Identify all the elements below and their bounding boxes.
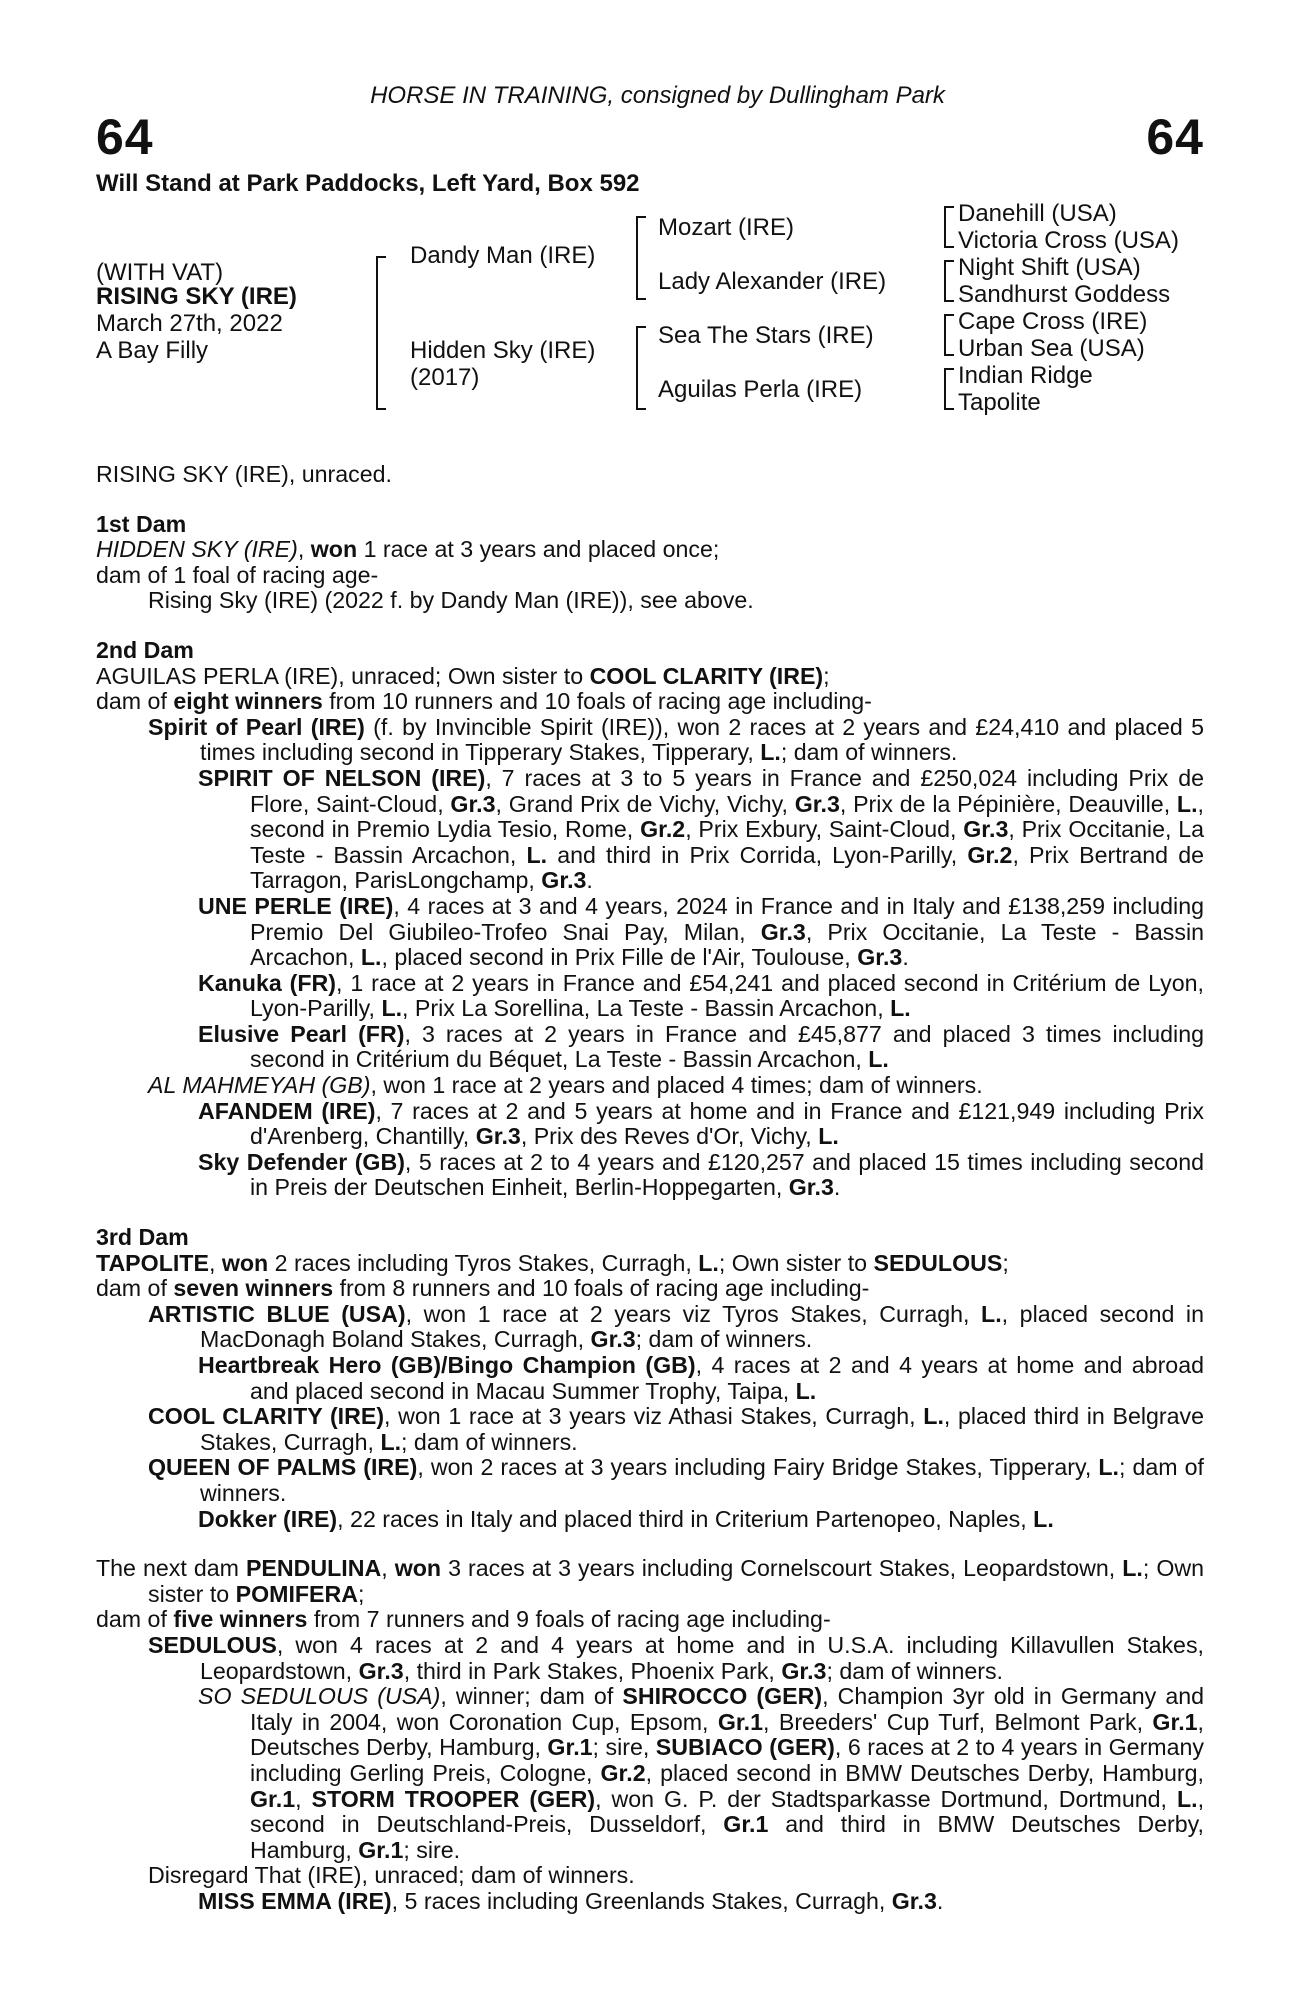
grade-1: Gr.1 xyxy=(717,1708,764,1735)
entry-text: , 1 race at 2 years in France and £54,241 and placed second in Critérium de Lyon, Lyon-Parilly, xyxy=(250,969,1204,1022)
won-label: won xyxy=(221,1249,269,1276)
grade-2: Gr.2 xyxy=(640,816,686,843)
entry-text: ; dam of winners. xyxy=(401,1428,578,1455)
entry-text: , Breeders' Cup Turf, Belmont Park, xyxy=(763,1708,1153,1735)
grade-listed: L. xyxy=(360,944,382,971)
grade-3: Gr.3 xyxy=(760,918,806,945)
horse-name-link: UNE PERLE (IRE) xyxy=(198,892,394,919)
ped-dss: Cape Cross (IRE) xyxy=(958,308,1148,335)
entry-text: , 5 races including Greenlands Stakes, Curragh, xyxy=(391,1887,892,1914)
entry-text: , won G. P. der Stadtsparkasse Dortmund, Dortmund, xyxy=(595,1785,1177,1812)
entry-text: 3 races at 3 years including Cornelscourt Stakes, Leopardstown, xyxy=(441,1555,1123,1582)
produce-entry xyxy=(96,1099,1204,1150)
sister-name: POMIFERA xyxy=(235,1580,359,1607)
consignment-line: HORSE IN TRAINING, consigned by Dullingham Park xyxy=(370,82,945,109)
grade-1: Gr.1 xyxy=(547,1734,593,1761)
horse-name-link: Dokker (IRE) xyxy=(198,1505,338,1532)
dam: Hidden Sky (IRE) xyxy=(410,337,596,364)
grade-listed: L. xyxy=(526,841,548,868)
horse-name-link: AFANDEM (IRE) xyxy=(198,1097,376,1124)
catalogue-body xyxy=(96,462,1204,1914)
grade-3: Gr.3 xyxy=(781,1657,827,1684)
horse-name: RISING SKY (IRE) xyxy=(96,283,297,310)
brace-g3-1 xyxy=(944,206,954,248)
grade-3: Gr.3 xyxy=(963,816,1009,843)
dam-dam: Aguilas Perla (IRE) xyxy=(658,376,863,403)
produce-entry: SPIRIT OF NELSON (IRE), 7 races at 3 to 5 years in France and £250,024 including Prix de Flore, Saint-Cloud, Gr.3, Grand Prix de Vichy, Vichy, Gr.3, Prix de la Pépinière, Deauville, L., second in Premio Lydia Tesio, Rome, Gr.2, Prix Exbury, Saint-Cloud, Gr.3, Prix Occitanie, La Teste - Bassin Arcachon, L. and third in Prix Corrida, Lyon-Parilly, Gr.2, Prix Bertrand de Tarragon, ParisLongchamp, Gr.3. xyxy=(198,764,1205,894)
grade-listed: L. xyxy=(760,739,781,766)
produce-text: dam of xyxy=(96,1606,174,1633)
grade-listed: L. xyxy=(1176,1785,1198,1812)
lot-number-left: 64 xyxy=(96,109,154,165)
third-dam-heading: 3rd Dam xyxy=(96,1224,189,1251)
first-dam-record: HIDDEN SKY (IRE), won 1 race at 3 years and placed once; xyxy=(96,536,720,563)
produce-text: from 8 runners and 10 foals of racing age including- xyxy=(333,1275,870,1302)
horse-name-link: SHIROCCO (GER) xyxy=(622,1683,823,1710)
grade-1: Gr.1 xyxy=(358,1836,404,1863)
entry-text: , won 1 race at 2 years viz Tyros Stakes, Curragh, xyxy=(405,1300,982,1327)
brace-g3-2 xyxy=(944,260,954,302)
entry-text: , won 1 race at 2 years and placed 4 times; dam of winners. xyxy=(370,1072,983,1099)
entry-text: , Prix Occitanie, La Teste - Bassin Arcachon, xyxy=(250,816,1205,868)
entry-text: , Prix Exbury, Saint-Cloud, xyxy=(685,816,964,843)
entry-text: ; Own sister to xyxy=(718,1249,874,1276)
grade-listed: L. xyxy=(795,1377,817,1404)
entry-text: , placed second in BMW Deutsches Derby, Hamburg, xyxy=(645,1759,1204,1786)
grade-listed: L. xyxy=(1176,790,1198,817)
produce-entry xyxy=(96,715,1204,766)
produce-entry: UNE PERLE (IRE), 4 races at 3 and 4 years, 2024 in France and in Italy and £138,259 including Premio Del Giubileo-Trofeo Snai Pay, Milan, Gr.3, Prix Occitanie, La Teste - Bassin Arcachon, L., placed second in Prix Fille de l'Air, Toulouse, Gr.3. xyxy=(198,892,1204,971)
next-dam-produce xyxy=(96,1607,1204,1633)
entry-text: , second in Deutschland-Preis, Dusseldorf, xyxy=(250,1785,1205,1838)
horse-description: A Bay Filly xyxy=(96,337,209,364)
horse-name-link: MISS EMMA (IRE) xyxy=(198,1887,392,1914)
entry-text: 2 races including Tyros Stakes, Curragh, xyxy=(268,1249,699,1276)
produce-entry xyxy=(96,1684,1204,1863)
foaling-date: March 27th, 2022 xyxy=(96,310,283,337)
horse-name-link: SEDULOUS xyxy=(148,1631,277,1658)
produce-entry xyxy=(96,1404,1204,1455)
produce-text: from 10 runners and 10 foals of racing age including- xyxy=(322,688,872,715)
grade-3: Gr.3 xyxy=(475,1123,521,1150)
entry-text: ; dam of winners. xyxy=(826,1657,1003,1684)
horse-name-link: SPIRIT OF NELSON (IRE) xyxy=(198,764,486,791)
entry-text: , 22 races in Italy and placed third in Criterium Partenopeo, Naples, xyxy=(337,1505,1034,1532)
entry-text: ; sire, xyxy=(592,1734,656,1761)
grade-listed: L. xyxy=(1122,1555,1143,1582)
sister-name: SEDULOUS xyxy=(873,1249,1003,1276)
grade-listed: L. xyxy=(1098,1454,1119,1481)
entry-text: , 5 races at 2 to 4 years and £120,257 and placed 15 times including second in Preis der Deutschen Einheit, Berlin-Hoppegarten, xyxy=(250,1148,1204,1201)
entry-text: ; sire. xyxy=(403,1836,461,1863)
grade-3: Gr.3 xyxy=(358,1657,404,1684)
brace-g3-3 xyxy=(944,314,954,356)
punct: ; xyxy=(1002,1249,1009,1276)
horse-name-link: STORM TROOPER (GER) xyxy=(311,1785,596,1812)
entry-text: , 7 races at 3 to 5 years in France and £250,024 including Prix de Flore, Saint-Cloud, xyxy=(250,764,1204,817)
entry-text: , won 4 races at 2 and 4 years at home and in U.S.A. including Killavullen Stakes, Leopardstown, xyxy=(200,1631,1204,1684)
entry-text: , won 2 races at 3 years including Fairy Bridge Stakes, Tipperary, xyxy=(417,1454,1099,1481)
horse-name-link: COOL CLARITY (IRE) xyxy=(148,1403,385,1430)
first-dam-heading: 1st Dam xyxy=(96,510,187,537)
horse-name-link: Heartbreak Hero (GB)/Bingo Champion (GB) xyxy=(198,1352,696,1378)
grade-3: Gr.3 xyxy=(891,1887,937,1914)
produce-text: from 7 runners and 9 foals of racing age including- xyxy=(307,1606,831,1633)
grade-listed: L. xyxy=(380,1428,402,1455)
sire-dam: Lady Alexander (IRE) xyxy=(658,268,887,295)
grade-1: Gr.1 xyxy=(250,1785,296,1812)
entry-text: , third in Park Stakes, Phoenix Park, xyxy=(403,1657,782,1684)
first-dam-name: HIDDEN SKY (IRE) xyxy=(96,536,298,563)
horse-name-link: Elusive Pearl (FR) xyxy=(198,1020,405,1047)
produce-entry: Disregard That (IRE), unraced; dam of winners. xyxy=(148,1862,635,1889)
produce-text: dam of xyxy=(96,1275,174,1302)
grade-3: Gr.3 xyxy=(590,1326,636,1353)
produce-entry: Sky Defender (GB), 5 races at 2 to 4 years and £120,257 and placed 15 times including second in Preis der Deutschen Einheit, Berlin-Hoppegarten, Gr.3. xyxy=(198,1148,1204,1201)
entry-text: , xyxy=(295,1785,312,1812)
entry-text: , Prix Occitanie, La Teste - Bassin Arcachon, xyxy=(250,918,1204,971)
entry-text: , won 1 race at 3 years viz Athasi Stakes, Curragh, xyxy=(384,1403,924,1430)
entry-text: , Grand Prix de Vichy, Vichy, xyxy=(495,790,795,817)
grade-listed: L. xyxy=(890,995,911,1022)
entry-text: , Prix des Reves d'Or, Vichy, xyxy=(520,1123,819,1150)
grade-3: Gr.3 xyxy=(857,944,903,971)
entry-text: ; dam of winners. xyxy=(200,1454,1204,1506)
produce-entry xyxy=(96,1302,1204,1353)
grade-1: Gr.1 xyxy=(723,1811,769,1838)
brace-dam-line xyxy=(636,326,646,410)
grade-listed: L. xyxy=(381,995,403,1022)
produce-entry xyxy=(96,971,1204,1022)
won-label: won xyxy=(310,536,358,563)
horse-name-link: Kanuka (FR) xyxy=(198,969,337,996)
grade-listed: L. xyxy=(981,1300,1002,1327)
brace-g3-4 xyxy=(944,368,954,410)
produce-entry xyxy=(96,1073,1204,1099)
entry-text: , placed second in MacDonagh Boland Stakes, Curragh, xyxy=(200,1300,1204,1353)
entry-text: and third in BMW Deutsches Derby, Hamburg, xyxy=(250,1811,1204,1863)
horse-name-link: ARTISTIC BLUE (USA) xyxy=(148,1300,406,1327)
entry-text: , Prix de la Pépinière, Deauville, xyxy=(839,790,1177,817)
grade-listed: L. xyxy=(923,1403,944,1430)
ped-ddd: Tapolite xyxy=(958,389,1041,416)
entry-text: , Prix La Sorellina, La Teste - Bassin Arcachon, xyxy=(402,995,891,1022)
punct: ; xyxy=(358,1580,365,1607)
entry-text: , 6 races at 2 to 4 years in Germany including Gerling Preis, Cologne, xyxy=(250,1734,1204,1786)
produce-entry xyxy=(96,1455,1204,1506)
grade-2: Gr.2 xyxy=(600,1759,646,1786)
entry-text: ; dam of winners. xyxy=(635,1326,813,1353)
entry-text: , Champion 3yr old in Germany and Italy in 2004, won Coronation Cup, Epsom, xyxy=(250,1683,1205,1735)
grade-2: Gr.2 xyxy=(967,841,1013,868)
punct: ; xyxy=(823,662,830,689)
entry-text: The next dam xyxy=(96,1555,246,1582)
entry-text: ; Own sister to xyxy=(148,1555,1205,1607)
ped-ssd: Victoria Cross (USA) xyxy=(958,227,1179,254)
entry-text: , placed third in Belgrave Stakes, Curragh, xyxy=(200,1403,1204,1455)
entry-text: ; dam of winners. xyxy=(780,739,958,766)
grade-3: Gr.3 xyxy=(450,790,496,817)
ped-dsd: Urban Sea (USA) xyxy=(958,335,1145,362)
produce-entry xyxy=(96,1507,1204,1533)
produce-text: dam of xyxy=(96,688,174,715)
brace-sire-line xyxy=(636,216,646,300)
horse-name-link: Sky Defender (GB) xyxy=(198,1148,405,1175)
won-label: won xyxy=(394,1555,442,1582)
ped-sdd: Sandhurst Goddess xyxy=(958,281,1171,308)
dam-sire: Sea The Stars (IRE) xyxy=(658,322,874,349)
entry-text: , 4 races at 2 and 4 years at home and abroad and placed second in Macau Summer Trophy, Taipa, xyxy=(250,1352,1204,1404)
grade-1: Gr.1 xyxy=(1152,1708,1198,1735)
horse-name-link: Spirit of Pearl (IRE) xyxy=(148,713,365,740)
entry-text: , winner; dam of xyxy=(440,1683,623,1710)
ped-sss: Danehill (USA) xyxy=(958,200,1117,227)
section-gap xyxy=(96,1532,1204,1556)
ped-dds: Indian Ridge xyxy=(958,362,1093,389)
winners-count: eight winners xyxy=(173,688,323,715)
first-dam-foals: dam of 1 foal of racing age- xyxy=(96,561,379,588)
next-dam-intro: The next dam PENDULINA, won 3 races at 3 years including Cornelscourt Stakes, Leopardstown, L.; Own sister to POMIFERA; xyxy=(96,1555,1205,1607)
entry-text: , 7 races at 2 and 5 years at home and in France and £121,949 including Prix d'Arenberg, Chantilly, xyxy=(250,1097,1205,1150)
stand-location: Will Stand at Park Paddocks, Left Yard, Box 592 xyxy=(96,170,640,197)
winners-count: seven winners xyxy=(173,1275,334,1302)
third-dam-name: TAPOLITE xyxy=(96,1249,209,1276)
third-dam-produce xyxy=(96,1276,1204,1302)
horse-name-link: AL MAHMEYAH (GB) xyxy=(148,1072,371,1099)
winners-count: five winners xyxy=(173,1606,308,1633)
produce-entry xyxy=(96,1633,1204,1684)
horse-name-link: SO SEDULOUS (USA) xyxy=(198,1683,441,1710)
horse-name-link: SUBIACO (GER) xyxy=(655,1734,835,1761)
second-dam-produce xyxy=(96,689,1204,715)
first-dam-foal-entry: Rising Sky (IRE) (2022 f. by Dandy Man (IRE)), see above. xyxy=(148,587,754,614)
produce-entry xyxy=(96,1022,1204,1073)
grade-3: Gr.3 xyxy=(541,867,587,894)
grade-listed: L. xyxy=(818,1123,839,1150)
second-dam-heading: 2nd Dam xyxy=(96,636,194,663)
entry-text: , Prix Bertrand de Tarragon, ParisLongchamp, xyxy=(250,841,1204,894)
dam-year: (2017) xyxy=(410,364,480,391)
second-dam-intro xyxy=(96,664,1204,690)
grade-3: Gr.3 xyxy=(788,1174,834,1201)
entry-text: , 4 races at 3 and 4 years, 2024 in France and in Italy and £138,259 including Premio Del Giubileo-Trofeo Snai Pay, Milan, xyxy=(250,892,1204,945)
lot-number-right: 64 xyxy=(1146,109,1204,165)
grade-listed: L. xyxy=(698,1249,719,1276)
entry-text: , placed second in Prix Fille de l'Air, Toulouse, xyxy=(381,944,858,971)
next-dam-name: PENDULINA xyxy=(245,1555,382,1582)
entry-text: and third in Prix Corrida, Lyon-Parilly, xyxy=(547,841,968,868)
brace-generation-1 xyxy=(376,256,386,410)
ped-sds: Night Shift (USA) xyxy=(958,254,1141,281)
grade-listed: L. xyxy=(1033,1505,1054,1532)
produce-entry: MISS EMMA (IRE), 5 races including Greenlands Stakes, Curragh, Gr.3. xyxy=(198,1887,944,1914)
entry-text: , second in Premio Lydia Tesio, Rome, xyxy=(250,790,1204,843)
horse-name-link: QUEEN OF PALMS (IRE) xyxy=(148,1454,418,1481)
grade-listed: L. xyxy=(868,1046,889,1073)
first-dam-text: 1 race at 3 years and placed once; xyxy=(357,536,720,563)
second-dam-text: AGUILAS PERLA (IRE), unraced; Own sister to xyxy=(96,662,590,689)
grade-3: Gr.3 xyxy=(794,790,840,817)
sire-sire: Mozart (IRE) xyxy=(658,214,795,241)
sister-name: COOL CLARITY (IRE) xyxy=(589,662,824,689)
summary-line: RISING SKY (IRE), unraced. xyxy=(96,461,392,487)
produce-entry xyxy=(96,1353,1204,1404)
vat-label: (WITH VAT) xyxy=(96,259,224,286)
entry-text: (f. by Invincible Spirit (IRE)), won 2 races at 2 years and £24,410 and placed 5 times including second in Tipperary Stakes, Tipperary, xyxy=(200,713,1204,766)
sire: Dandy Man (IRE) xyxy=(410,242,596,269)
entry-text: , 3 races at 2 years in France and £45,877 and placed 3 times including second in Critérium du Béquet, La Teste - Bassin Arcachon, xyxy=(250,1020,1204,1073)
entry-text: , Deutsches Derby, Hamburg, xyxy=(250,1708,1204,1761)
third-dam-intro: TAPOLITE, won 2 races including Tyros Stakes, Curragh, L.; Own sister to SEDULOUS; xyxy=(96,1249,1009,1276)
